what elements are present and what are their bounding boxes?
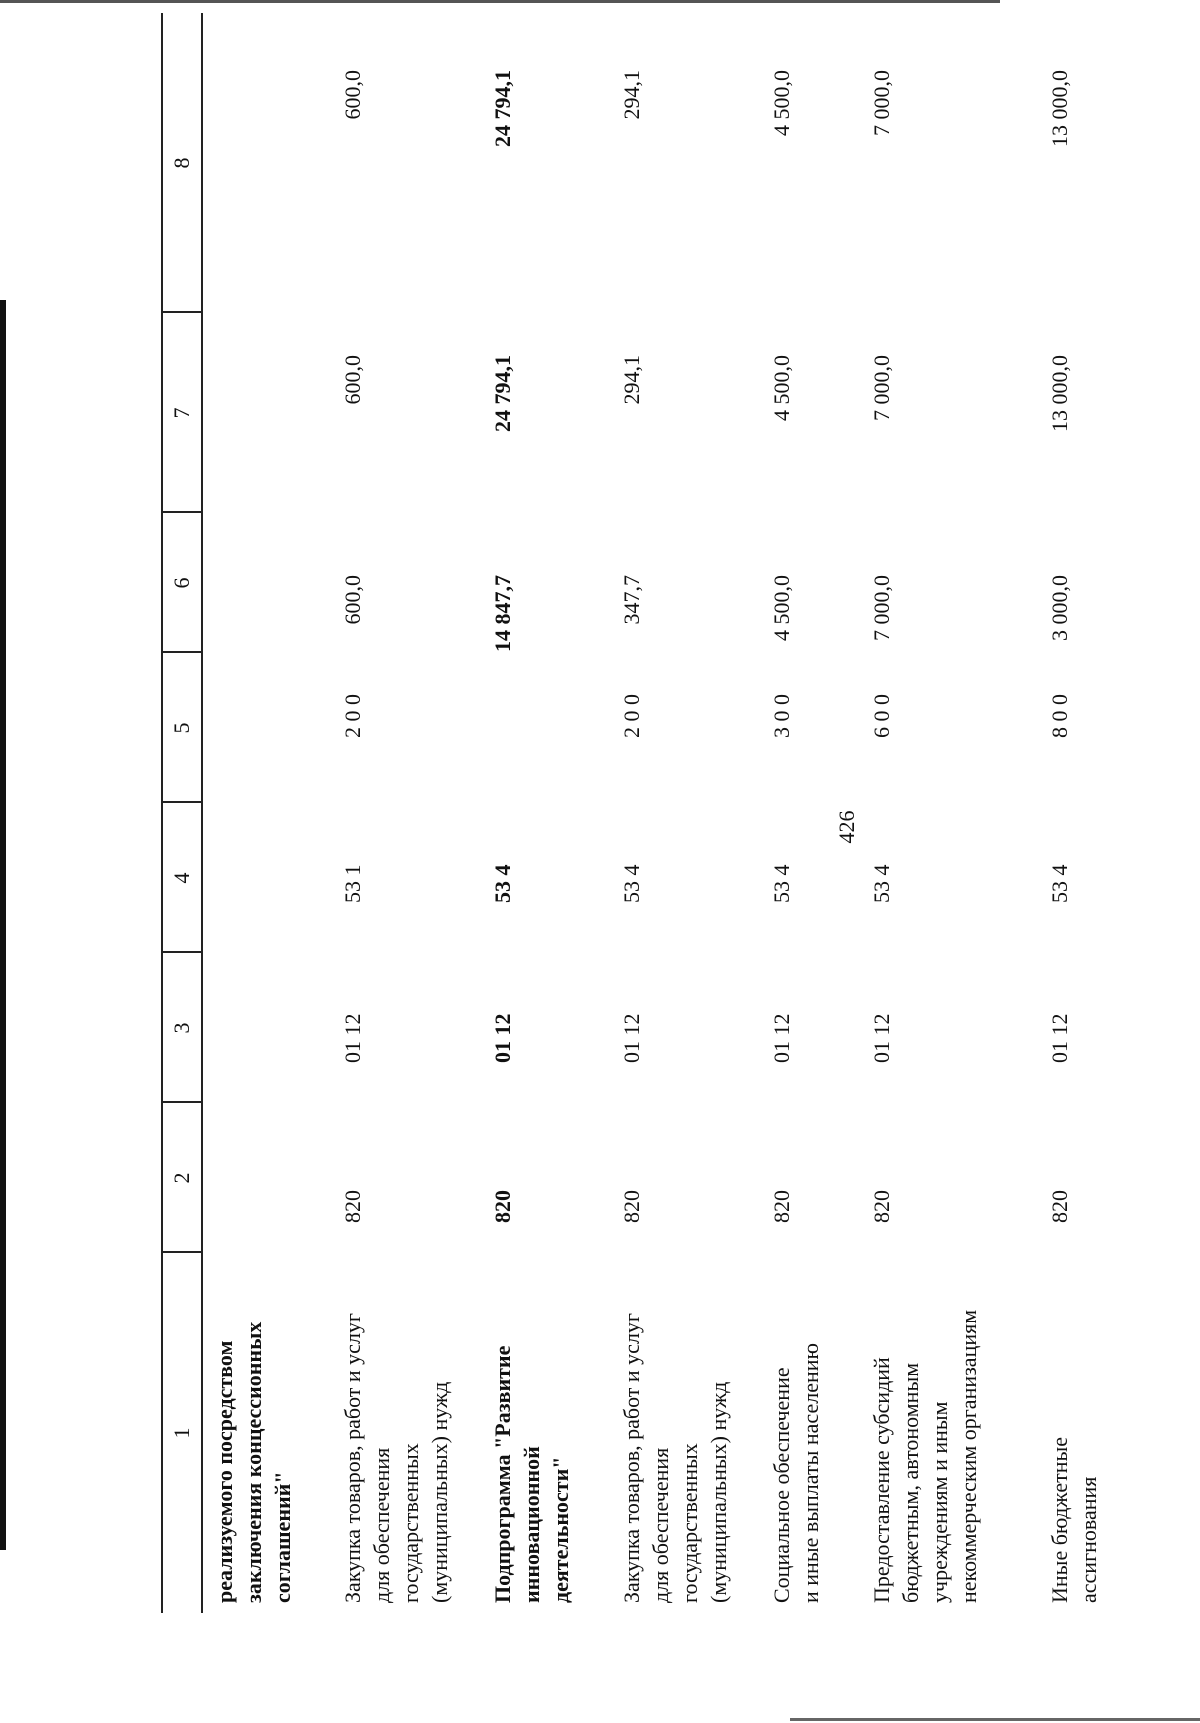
cell-col8: 600,0 — [340, 70, 365, 120]
cell-col7: 24 794,1 — [490, 355, 515, 432]
cell-col3: 01 12 — [1047, 1013, 1072, 1063]
column-divider — [162, 652, 202, 654]
cell-col6: 347,7 — [619, 575, 644, 625]
row-label-line: соглашений" — [270, 1471, 295, 1603]
cell-col6: 4 500,0 — [769, 575, 794, 641]
row-label-line: заключения концессионных — [241, 1321, 266, 1603]
page-number: 426 — [834, 810, 859, 844]
row-label-line: для обеспечения — [648, 1447, 673, 1603]
row-label — [767, 1273, 825, 1603]
cell-col2: 820 — [769, 1190, 794, 1223]
cell-col3: 01 12 — [619, 1013, 644, 1063]
cell-col7: 294,1 — [619, 355, 644, 405]
cell-col3: 01 12 — [340, 1013, 365, 1063]
row-label — [1045, 1273, 1103, 1603]
cell-col8: 7 000,0 — [869, 70, 894, 136]
row-label-line: Закупка товаров, работ и услуг — [340, 1313, 365, 1603]
column-divider — [162, 802, 202, 804]
cell-col3: 01 12 — [769, 1013, 794, 1063]
cell-col5: 2 0 0 — [340, 694, 365, 738]
column-header-7: 7 — [169, 407, 194, 419]
row-label-line: Подпрограмма "Развитие — [490, 1345, 515, 1603]
column-divider — [162, 512, 202, 514]
row-label-line: ассигнования — [1076, 1476, 1101, 1603]
cell-col8: 24 794,1 — [490, 70, 515, 147]
column-divider — [162, 312, 202, 314]
row-label — [210, 1273, 297, 1603]
row-label-line: государственных — [677, 1443, 702, 1603]
column-header-2: 2 — [169, 1172, 194, 1184]
cell-col3: 01 12 — [869, 1013, 894, 1063]
row-label-line: инновационной — [519, 1446, 544, 1603]
row-label — [867, 1273, 983, 1603]
column-header-5: 5 — [169, 722, 194, 734]
row-label-line: (муниципальных) нужд — [706, 1381, 731, 1603]
cell-col8: 294,1 — [619, 70, 644, 120]
row-label-line: Иные бюджетные — [1047, 1436, 1072, 1603]
cell-col2: 820 — [869, 1190, 894, 1223]
cell-col2: 820 — [490, 1190, 515, 1223]
cell-col6: 14 847,7 — [490, 575, 515, 652]
row-label-line: бюджетным, автономным — [898, 1362, 923, 1603]
row-label-line: Социальное обеспечение — [769, 1367, 794, 1603]
cell-col2: 820 — [619, 1190, 644, 1223]
cell-col5: 3 0 0 — [769, 694, 794, 738]
row-label-line: Предоставление субсидий — [869, 1357, 894, 1603]
cell-col4: 53 1 — [340, 864, 365, 903]
cell-col7: 600,0 — [340, 355, 365, 405]
column-divider — [162, 1102, 202, 1104]
row-label-line: некоммерческим организациям — [956, 1309, 981, 1603]
column-divider — [162, 952, 202, 954]
row-label — [338, 1273, 454, 1603]
cell-col2: 820 — [1047, 1190, 1072, 1223]
row-label-line: государственных — [398, 1443, 423, 1603]
row-label-line: Закупка товаров, работ и услуг — [619, 1313, 644, 1603]
cell-col7: 4 500,0 — [769, 355, 794, 421]
cell-col8: 4 500,0 — [769, 70, 794, 136]
row-label-line: учреждениям и иным — [927, 1401, 952, 1603]
row-label-line: (муниципальных) нужд — [427, 1381, 452, 1603]
cell-col7: 13 000,0 — [1047, 355, 1072, 432]
column-header-8: 8 — [169, 157, 194, 169]
cell-col6: 600,0 — [340, 575, 365, 625]
cell-col5: 2 0 0 — [619, 694, 644, 738]
cell-col4: 53 4 — [1047, 864, 1072, 903]
cell-col6: 3 000,0 — [1047, 575, 1072, 641]
cell-col5: 8 0 0 — [1047, 694, 1072, 738]
column-header-3: 3 — [169, 1022, 194, 1034]
cell-col4: 53 4 — [619, 864, 644, 903]
cell-col5: 6 0 0 — [869, 694, 894, 738]
column-header-4: 4 — [169, 872, 194, 884]
cell-col2: 820 — [340, 1190, 365, 1223]
column-header-1: 1 — [169, 1427, 194, 1439]
row-label-line: и иные выплаты населению — [798, 1343, 823, 1603]
cell-col4: 53 4 — [769, 864, 794, 903]
cell-col4: 53 4 — [869, 864, 894, 903]
row-label — [617, 1273, 733, 1603]
row-label-line: деятельности" — [548, 1456, 573, 1603]
cell-col8: 13 000,0 — [1047, 70, 1072, 147]
row-label-line: для обеспечения — [369, 1447, 394, 1603]
cell-col3: 01 12 — [490, 1013, 515, 1063]
column-header-6: 6 — [169, 577, 194, 589]
cell-col4: 53 4 — [490, 864, 515, 903]
cell-col7: 7 000,0 — [869, 355, 894, 421]
row-label — [488, 1273, 575, 1603]
cell-col6: 7 000,0 — [869, 575, 894, 641]
row-label-line: реализуемого посредством — [212, 1340, 237, 1603]
column-divider — [162, 1252, 202, 1254]
